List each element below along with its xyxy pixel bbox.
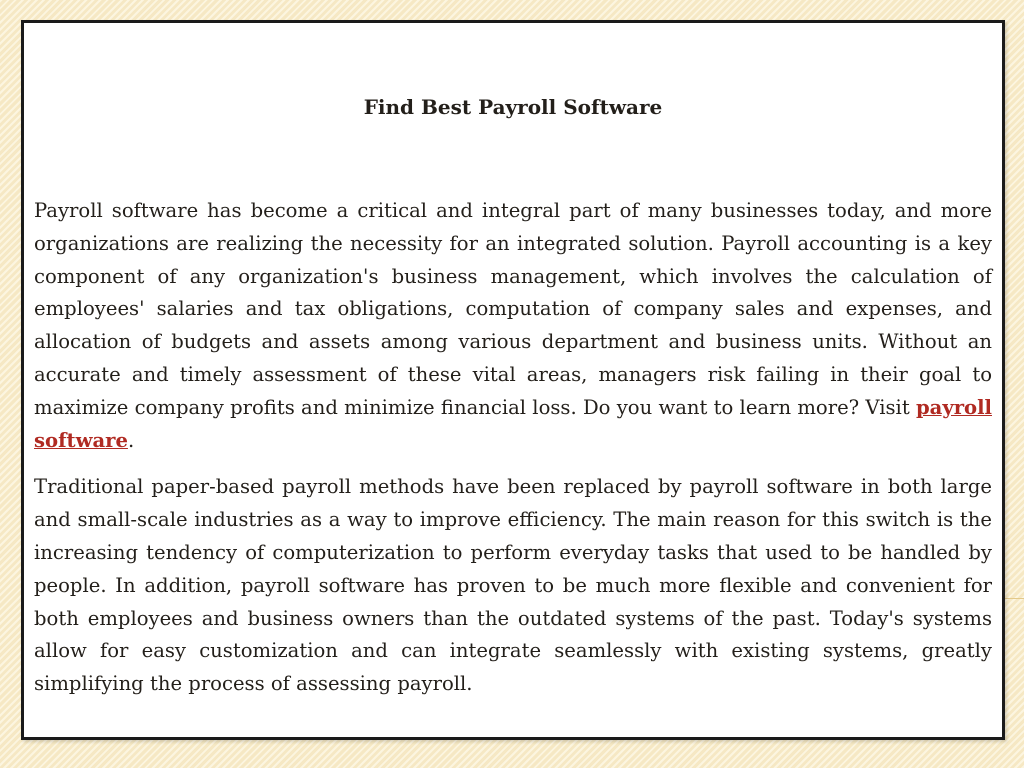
payroll-software-link[interactable]: payroll software — [34, 395, 992, 452]
paragraph-2: Traditional paper-based payroll methods have been replaced by payroll software in both large and small-scale industries as a way to improve efficiency. The main reason for this switch is the increasing tendency of computerization to perform everyday tasks that used to be handled by people. In addition, payroll software has proven to be much more flexible and convenient for both employees and business owners than the outdated systems of the past. Today's systems allow for easy customization and can integrate seamlessly with existing systems, greatly simplifying the process of assessing payroll. — [34, 475, 992, 696]
paragraph-1-text: Payroll software has become a critical and integral part of many businesses today, and more organizations are realizing the necessity for an integrated solution. Payroll accounting is a key component of any organization's business management, which involves the calculation of employees' salaries and tax obligations, computation of company sales and expenses, and allocation of budgets and assets among various department and business units. Without an accurate and timely assessment of these vital areas, managers risk failing in their goal to maximize company profits and minimize financial loss. Do you want to learn more? Visit — [34, 199, 992, 419]
paragraph-1-end: . — [127, 428, 135, 452]
paragraph-1 — [34, 195, 992, 457]
page-title: Find Best Payroll Software — [363, 95, 663, 119]
document-page — [21, 20, 1005, 740]
document-body — [34, 195, 992, 715]
decorative-line — [1004, 598, 1024, 599]
